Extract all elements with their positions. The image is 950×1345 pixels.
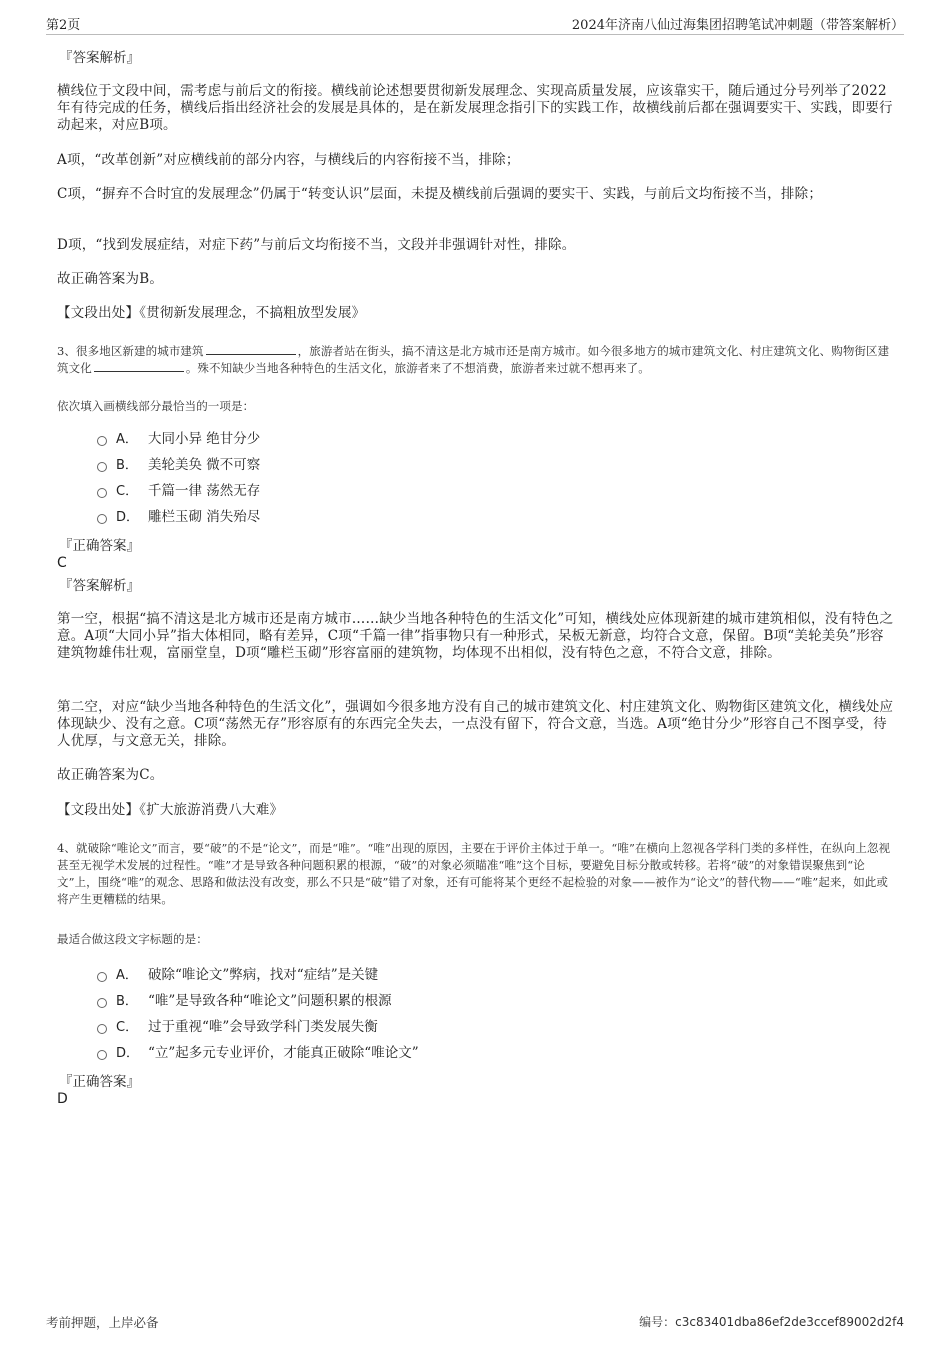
- q4-option-a[interactable]: A． 破除“唯论文”弊病，找对“症结”是关键: [97, 967, 378, 984]
- q2-analysis-para-4: D项，“找到发展症结，对症下药”与前后文均衔接不当，文段并非强调针对性，排除。: [57, 237, 576, 253]
- q3-blank-2: [94, 360, 184, 372]
- q3-option-d[interactable]: D． 雕栏玉砌 消失殆尽: [97, 509, 260, 526]
- footer-slogan: 考前押题，上岸必备: [46, 1315, 159, 1330]
- q3-analysis-para-1: 第一空，根据“搞不清这是北方城市还是南方城市……缺少当地各种特色的生活文化”可知，横线处应体现新建的城市建筑相似，没有特色之意。A项“大同小异”指大体相同，略有差异，C项“千篇一律”指事物只有一种形式，呆板无新意，均符合文意，保留。B项“美轮美奂”形容建筑物雄伟壮观，富丽堂皇，D项“雕栏玉砌”形容富丽的建筑物，均体现不出相似，没有特色之意，不符合文意，排除。: [57, 611, 894, 661]
- page-number: 第2页: [46, 18, 81, 33]
- page-header: [46, 14, 904, 35]
- q3-option-a[interactable]: A． 大同小异 绝甘分少: [97, 431, 260, 448]
- radio-icon[interactable]: [97, 1050, 107, 1060]
- page-footer: [46, 1313, 904, 1331]
- document-title: 2024年济南八仙过海集团招聘笔试冲刺题（带答案解析）: [571, 18, 904, 33]
- radio-icon[interactable]: [97, 972, 107, 982]
- q3-option-b[interactable]: B． 美轮美奂 微不可察: [97, 457, 260, 474]
- radio-icon[interactable]: [97, 514, 107, 524]
- q3-blank-1: [206, 343, 296, 355]
- radio-icon[interactable]: [97, 488, 107, 498]
- q3-option-c[interactable]: C． 千篇一律 荡然无存: [97, 483, 260, 500]
- q3-correct-label: 『正确答案』: [59, 538, 140, 554]
- q3-correct-answer: C: [57, 555, 67, 571]
- q2-analysis-para-3: C项，“摒弃不合时宜的发展理念”仍属于“转变认识”层面，未提及横线前后强调的要实干、实践，与前后文均衔接不当，排除；: [57, 186, 823, 202]
- radio-icon[interactable]: [97, 462, 107, 472]
- q3-prompt: 依次填入画横线部分最恰当的一项是：: [57, 399, 255, 413]
- radio-icon[interactable]: [97, 436, 107, 446]
- q3-source: 【文段出处】《扩大旅游消费八大难》: [57, 802, 284, 818]
- q2-analysis-label: 『答案解析』: [59, 50, 140, 66]
- q4-prompt: 最适合做这段文字标题的是：: [57, 932, 208, 946]
- q4-stem: 4、就破除“唯论文”而言，要“破”的不是“论文”，而是“唯”。“唯”出现的原因，主要在于评价主体过于单一。“唯”在横向上忽视各学科门类的多样性，在纵向上忽视甚至无视学术发展的过程性。“唯”才是导致各种问题积累的根源，“破”的对象必须瞄准“唯”这个目标，要避免目标分散或转移。若将“破”的对象错误聚焦到“论文”上，围绕“唯”的观念、思路和做法没有改变，那么不只是“破”错了对象，还有可能将某个更经不起检验的对象——被作为“论文”的替代物——“唯”起来，如此或将产生更糟糕的结果。: [57, 841, 891, 906]
- q4-correct-answer: D: [57, 1091, 68, 1107]
- q2-answer-line: 故正确答案为B。: [57, 271, 164, 287]
- radio-icon[interactable]: [97, 1024, 107, 1034]
- q2-source: 【文段出处】《贯彻新发展理念，不搞粗放型发展》: [57, 305, 366, 321]
- radio-icon[interactable]: [97, 998, 107, 1008]
- document-code: 编号：c3c83401dba86ef2de3ccef89002d2f4: [639, 1315, 904, 1329]
- q4-option-b[interactable]: B． “唯”是导致各种“唯论文”问题积累的根源: [97, 993, 392, 1010]
- q3-stem: 3、很多地区新建的城市建筑 ，旅游者站在街头，搞不清这是北方城市还是南方城市。如今很多地方的城市建筑文化、村庄建筑文化、购物街区建筑文化 。殊不知缺少当地各种特色的生活文化，旅游者来了不想消费，旅游者来过就不想再来了。: [57, 344, 890, 375]
- q4-option-d[interactable]: D． “立”起多元专业评价，才能真正破除“唯论文”: [97, 1045, 419, 1062]
- q2-analysis-para-1: 横线位于文段中间，需考虑与前后文的衔接。横线前论述想要贯彻新发展理念、实现高质量发展，应该靠实干，随后通过分号列举了2022年有待完成的任务，横线后指出经济社会的发展是具体的，是在新发展理念指引下的实践工作，故横线前后都在强调要实干、实践，即要行动起来，对应B项。: [57, 83, 893, 133]
- q4-option-c[interactable]: C． 过于重视“唯”会导致学科门类发展失衡: [97, 1019, 378, 1036]
- q3-analysis-para-2: 第二空，对应“缺少当地各种特色的生活文化”，强调如今很多地方没有自己的城市建筑文化、村庄建筑文化、购物街区建筑文化，横线处应体现缺少、没有之意。C项“荡然无存”形容原有的东西完全失去，一点没有留下，符合文意，当选。A项“绝甘分少”形容自己不图享受，待人优厚，与文意无关，排除。: [57, 699, 894, 749]
- q3-analysis-label: 『答案解析』: [59, 578, 140, 594]
- q4-correct-label: 『正确答案』: [59, 1074, 140, 1090]
- q2-analysis-para-2: A项，“改革创新”对应横线前的部分内容，与横线后的内容衔接不当，排除；: [57, 152, 520, 168]
- q3-answer-line: 故正确答案为C。: [57, 767, 164, 783]
